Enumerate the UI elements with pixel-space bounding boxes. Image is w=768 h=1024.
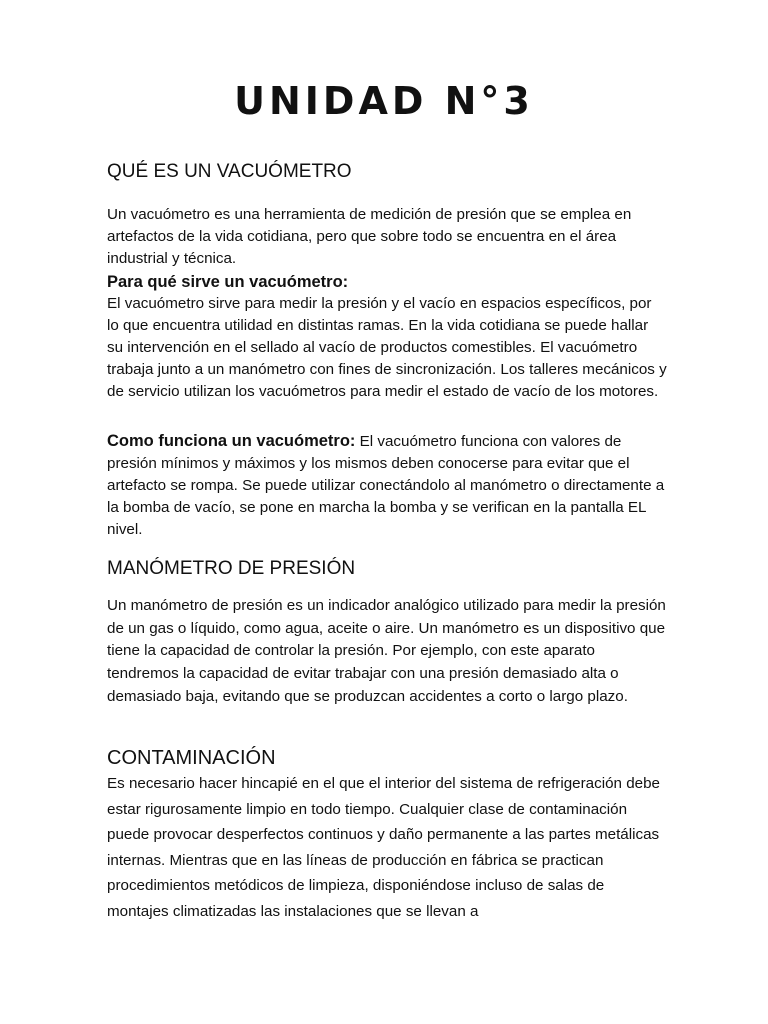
- section-heading-manometro: MANÓMETRO DE PRESIÓN: [107, 558, 356, 579]
- paragraph-uses-text: El vacuómetro sirve para medir la presión y el vacío en espacios específicos, por lo que encuentra utilidad en distintas ramas. En la vida cotidiana se puede hallar su intervención en el sellado al vacío de productos comestibles. El vacuómetro trabaja junto a un manómetro con fines de sincronización. Los talleres mecánicos y de servicio utilizan los vacuómetros para medir el estado de vacío de los motores.: [107, 295, 667, 400]
- document-title: UNIDAD N°3: [234, 79, 534, 123]
- section-heading-contaminacion: CONTAMINACIÓN: [107, 747, 276, 769]
- paragraph-vacuometro-function: [107, 430, 667, 541]
- paragraph-contaminacion: Es necesario hacer hincapié en el que el interior del sistema de refrigeración debe estar rigurosamente limpio en todo tiempo. Cualquier clase de contaminación puede provocar desperfectos continuos y daño permanente a las partes metálicas internas. Mientras que en las líneas de producción en fábrica se practican procedimientos metódicos de limpieza, disponiéndose incluso de salas de montajes climatizadas las instalaciones que se llevan a: [107, 775, 660, 920]
- paragraph-vacuometro-intro: Un vacuómetro es una herramienta de medición de presión que se emplea en artefactos de la vida cotidiana, pero que sobre todo se encuentra en el área industrial y técnica.: [107, 206, 632, 267]
- subheading-como-funciona: Como funciona un vacuómetro:: [107, 432, 356, 450]
- paragraph-function-text: El vacuómetro funciona con valores de presión mínimos y máximos y los mismos deben conocerse para evitar que el artefacto se rompa. Se puede utilizar conectándolo al manómetro o directamente a la bomba de vacío, se pone en marcha la bomba y se verifican en la pantalla EL nivel.: [107, 433, 665, 538]
- paragraph-manometro: Un manómetro de presión es un indicador analógico utilizado para medir la presión de un gas o líquido, como agua, aceite o aire. Un manómetro es un dispositivo que tiene la capacidad de controlar la presión. Por ejemplo, con este aparato tendremos la capacidad de evitar trabajar con una presión demasiado alta o demasiado baja, evitando que se produzcan accidentes a corto o largo plazo.: [107, 597, 666, 705]
- paragraph-vacuometro-uses: [107, 271, 667, 403]
- section-heading-vacuometro: QUÉ ES UN VACUÓMETRO: [107, 161, 352, 182]
- subheading-para-que-sirve: Para qué sirve un vacuómetro:: [107, 273, 349, 291]
